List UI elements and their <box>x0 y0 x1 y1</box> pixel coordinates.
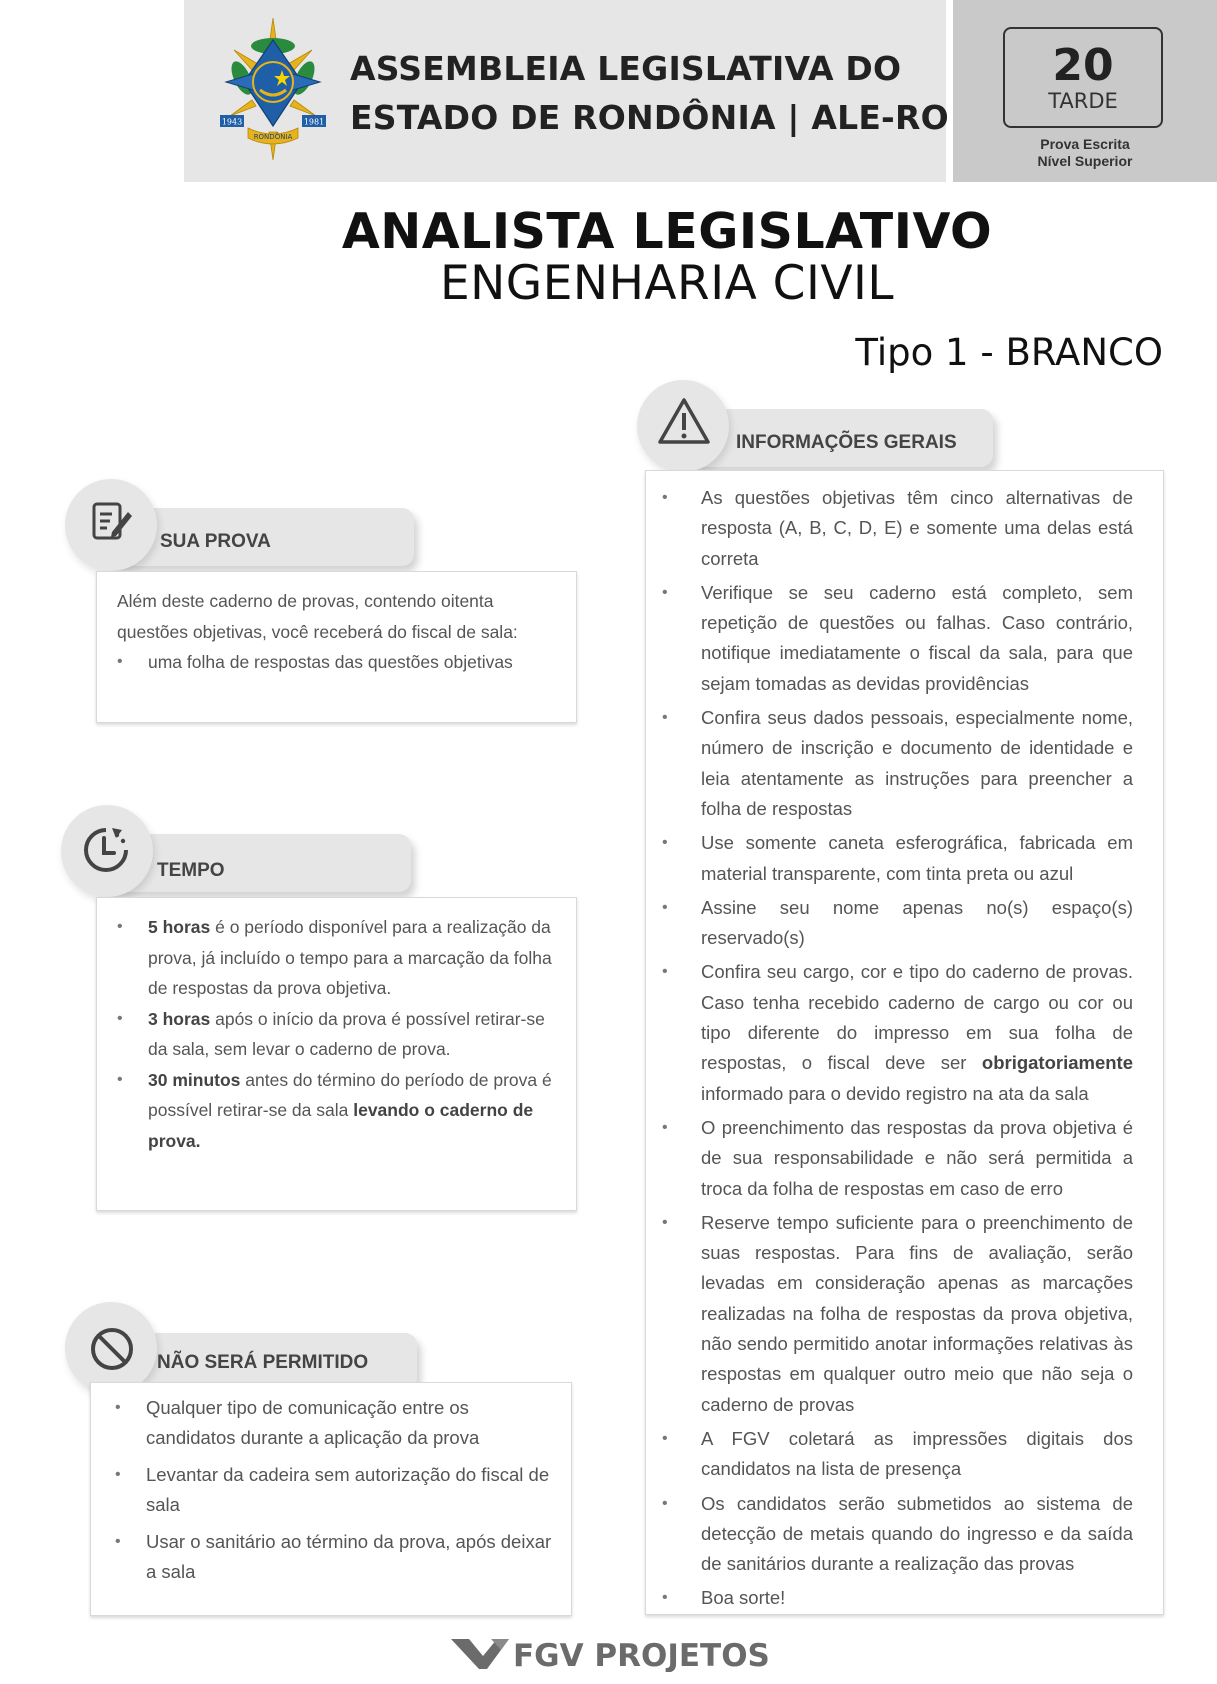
nao-permitido-list <box>111 1393 557 1587</box>
role-title: ANALISTA LEGISLATIVO <box>341 203 993 260</box>
prohibited-icon <box>89 1326 135 1372</box>
exam-number-badge <box>1003 27 1163 128</box>
exam-kind <box>953 136 1217 170</box>
specialty-title: ENGENHARIA CIVIL <box>439 256 895 311</box>
crest-banner-text: RONDÔNIA <box>253 133 293 141</box>
crest-year-right: 1981 <box>303 117 325 127</box>
crest-year-left: 1943 <box>221 117 243 127</box>
list-item: • Assine seu nome apenas no(s) espaço(s) reservado(s) <box>646 893 1133 954</box>
institution-title-line2: ESTADO DE RONDÔNIA | ALE-RO <box>350 98 949 137</box>
informacoes-heading: INFORMAÇÕES GERAIS <box>736 432 957 453</box>
list-item: • uma folha de respostas das questões objetivas <box>113 647 556 678</box>
nao-permitido-panel <box>90 1382 572 1616</box>
list-item: • Boa sorte! <box>646 1583 1133 1613</box>
exam-period: TARDE <box>1048 89 1118 113</box>
list-item: • Confira seu cargo, cor e tipo do caderno de provas. Caso tenha recebido caderno de cargo ou cor ou tipo diferente do impresso em sua folha de respostas, o fiscal deve ser obrigatoriamente informado para o devido registro na ata da sala <box>646 957 1133 1108</box>
exam-kind-line1: Prova Escrita <box>1040 136 1130 152</box>
exam-number: 20 <box>1052 40 1114 91</box>
list-item: • Os candidatos serão submetidos ao sistema de detecção de metais quando do ingresso e da saída de sanitários durante a realização das provas <box>646 1489 1133 1580</box>
informacoes-list <box>646 483 1133 1614</box>
list-item: • Verifique se seu caderno está completo, sem repetição de questões ou falhas. Caso contrário, notifique imediatamente o fiscal da sala, para que sejam tomadas as devidas providências <box>646 578 1133 699</box>
tempo-list <box>113 912 556 1156</box>
list-item: • O preenchimento das respostas da prova objetiva é de sua responsabilidade e não será permitida a troca da folha de respostas em caso de erro <box>646 1113 1133 1204</box>
tempo-heading: TEMPO <box>157 860 225 881</box>
tempo-panel <box>96 897 577 1211</box>
list-item: • Reserve tempo suficiente para o preenchimento de suas respostas. Para fins de avaliação, serão levadas em consideração apenas as marcações realizadas na folha de respostas da prova objetiva, não sendo permitido anotar informações relativas às respostas em qualquer outro meio que não seja o caderno de provas <box>646 1208 1133 1420</box>
institution-title <box>350 44 949 142</box>
list-item: • As questões objetivas têm cinco alternativas de resposta (A, B, C, D, E) e somente uma delas está correta <box>646 483 1133 574</box>
list-item: • Levantar da cadeira sem autorização do fiscal de sala <box>111 1460 557 1520</box>
edit-document-icon <box>90 500 134 544</box>
list-item: • A FGV coletará as impressões digitais dos candidatos na lista de presença <box>646 1424 1133 1485</box>
list-item: • 30 minutos antes do término do período de prova é possível retirar-se da sala levando o caderno de prova. <box>113 1065 556 1157</box>
sua-prova-list <box>113 647 556 678</box>
sua-prova-panel <box>96 571 577 723</box>
warning-icon <box>656 396 712 446</box>
list-item: • 3 horas após o início da prova é possível retirar-se da sala, sem levar o caderno de prova. <box>113 1004 556 1065</box>
clock-icon <box>82 826 130 874</box>
institution-title-line1: ASSEMBLEIA LEGISLATIVA DO <box>350 49 902 88</box>
list-item: • Usar o sanitário ao término da prova, após deixar a sala <box>111 1527 557 1587</box>
footer-logo <box>451 1636 771 1672</box>
exam-kind-line2: Nível Superior <box>1037 153 1133 169</box>
fgv-chevron-icon <box>451 1639 509 1669</box>
list-item: • Qualquer tipo de comunicação entre os candidatos durante a aplicação da prova <box>111 1393 557 1453</box>
footer-logo-text: FGV PROJETOS <box>513 1638 770 1672</box>
list-item: • 5 horas é o período disponível para a realização da prova, já incluído o tempo para a marcação da folha de respostas da prova objetiva. <box>113 912 556 1004</box>
list-item: • Confira seus dados pessoais, especialmente nome, número de inscrição e documento de identidade e leia atentamente as instruções para preencher a folha de respostas <box>646 703 1133 824</box>
list-item: • Use somente caneta esferográfica, fabricada em material transparente, com tinta preta ou azul <box>646 828 1133 889</box>
booklet-type: Tipo 1 - BRANCO <box>855 331 1163 374</box>
informacoes-panel <box>645 470 1164 1615</box>
sua-prova-heading: SUA PROVA <box>160 531 271 552</box>
sua-prova-intro: Além deste caderno de provas, contendo oitenta questões objetivas, você receberá do fiscal de sala: <box>117 591 518 642</box>
nao-permitido-heading: NÃO SERÁ PERMITIDO <box>157 1352 369 1373</box>
crest-icon <box>220 16 326 162</box>
